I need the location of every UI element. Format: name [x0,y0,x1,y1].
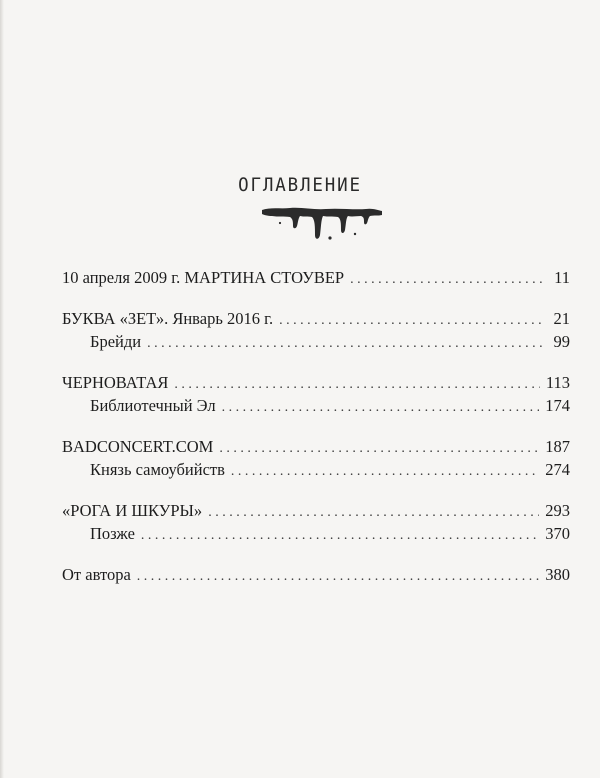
dot-leader [279,309,546,332]
toc-entry[interactable] [62,266,570,289]
toc-section [62,563,570,586]
dot-leader [174,373,539,396]
toc-page-number: 370 [545,524,570,543]
ink-drip-icon [260,204,384,244]
toc-entry-title: «РОГА И ШКУРЫ» [62,501,203,520]
toc-page-number: 187 [545,437,570,456]
toc-section [62,266,570,289]
toc-entry-title: Князь самоубийств [90,460,225,479]
dot-leader [137,565,539,588]
toc-entry-title: Позже [90,524,135,543]
toc-subentry[interactable] [62,330,570,353]
toc-entry-title: BADCONCERT.COM [62,437,214,456]
toc-subentry[interactable] [62,394,570,417]
toc-page-number: 99 [553,332,570,351]
toc-entry[interactable] [62,371,570,394]
dot-leader [147,332,546,355]
toc-entry-title: Брейди [90,332,142,351]
toc-entry-title: Библиотечный Эл [90,396,216,415]
table-of-contents [62,266,570,586]
toc-page-number: 293 [545,501,570,520]
toc-section [62,371,570,417]
toc-entry[interactable] [62,435,570,458]
toc-page-number: 21 [553,309,570,328]
dot-leader [141,524,539,547]
toc-section [62,499,570,545]
toc-page-number: 174 [545,396,570,415]
toc-page-number: 11 [554,268,570,287]
toc-entry[interactable] [62,499,570,522]
toc-page-number: 274 [545,460,570,479]
dot-leader [219,437,539,460]
dot-leader [231,460,539,483]
toc-entry[interactable] [62,307,570,330]
toc-page-number: 380 [545,565,570,584]
dot-leader [208,501,539,524]
toc-entry-title: 10 апреля 2009 г. МАРТИНА СТОУВЕР [62,268,345,287]
dot-leader [350,268,546,291]
toc-entry-title: БУКВА «ЗЕТ». Январь 2016 г. [62,309,274,328]
toc-subentry[interactable] [62,522,570,545]
toc-section [62,307,570,353]
toc-page-number: 113 [545,373,570,392]
page-edge [0,0,4,778]
page-title: ОГЛАВЛЕНИЕ [238,174,362,196]
dot-leader [222,396,540,419]
toc-subentry[interactable] [62,458,570,481]
toc-entry-title: От автора [62,565,131,584]
toc-section [62,435,570,481]
toc-entry[interactable] [62,563,570,586]
toc-entry-title: ЧЕРНОВАТАЯ [62,373,169,392]
